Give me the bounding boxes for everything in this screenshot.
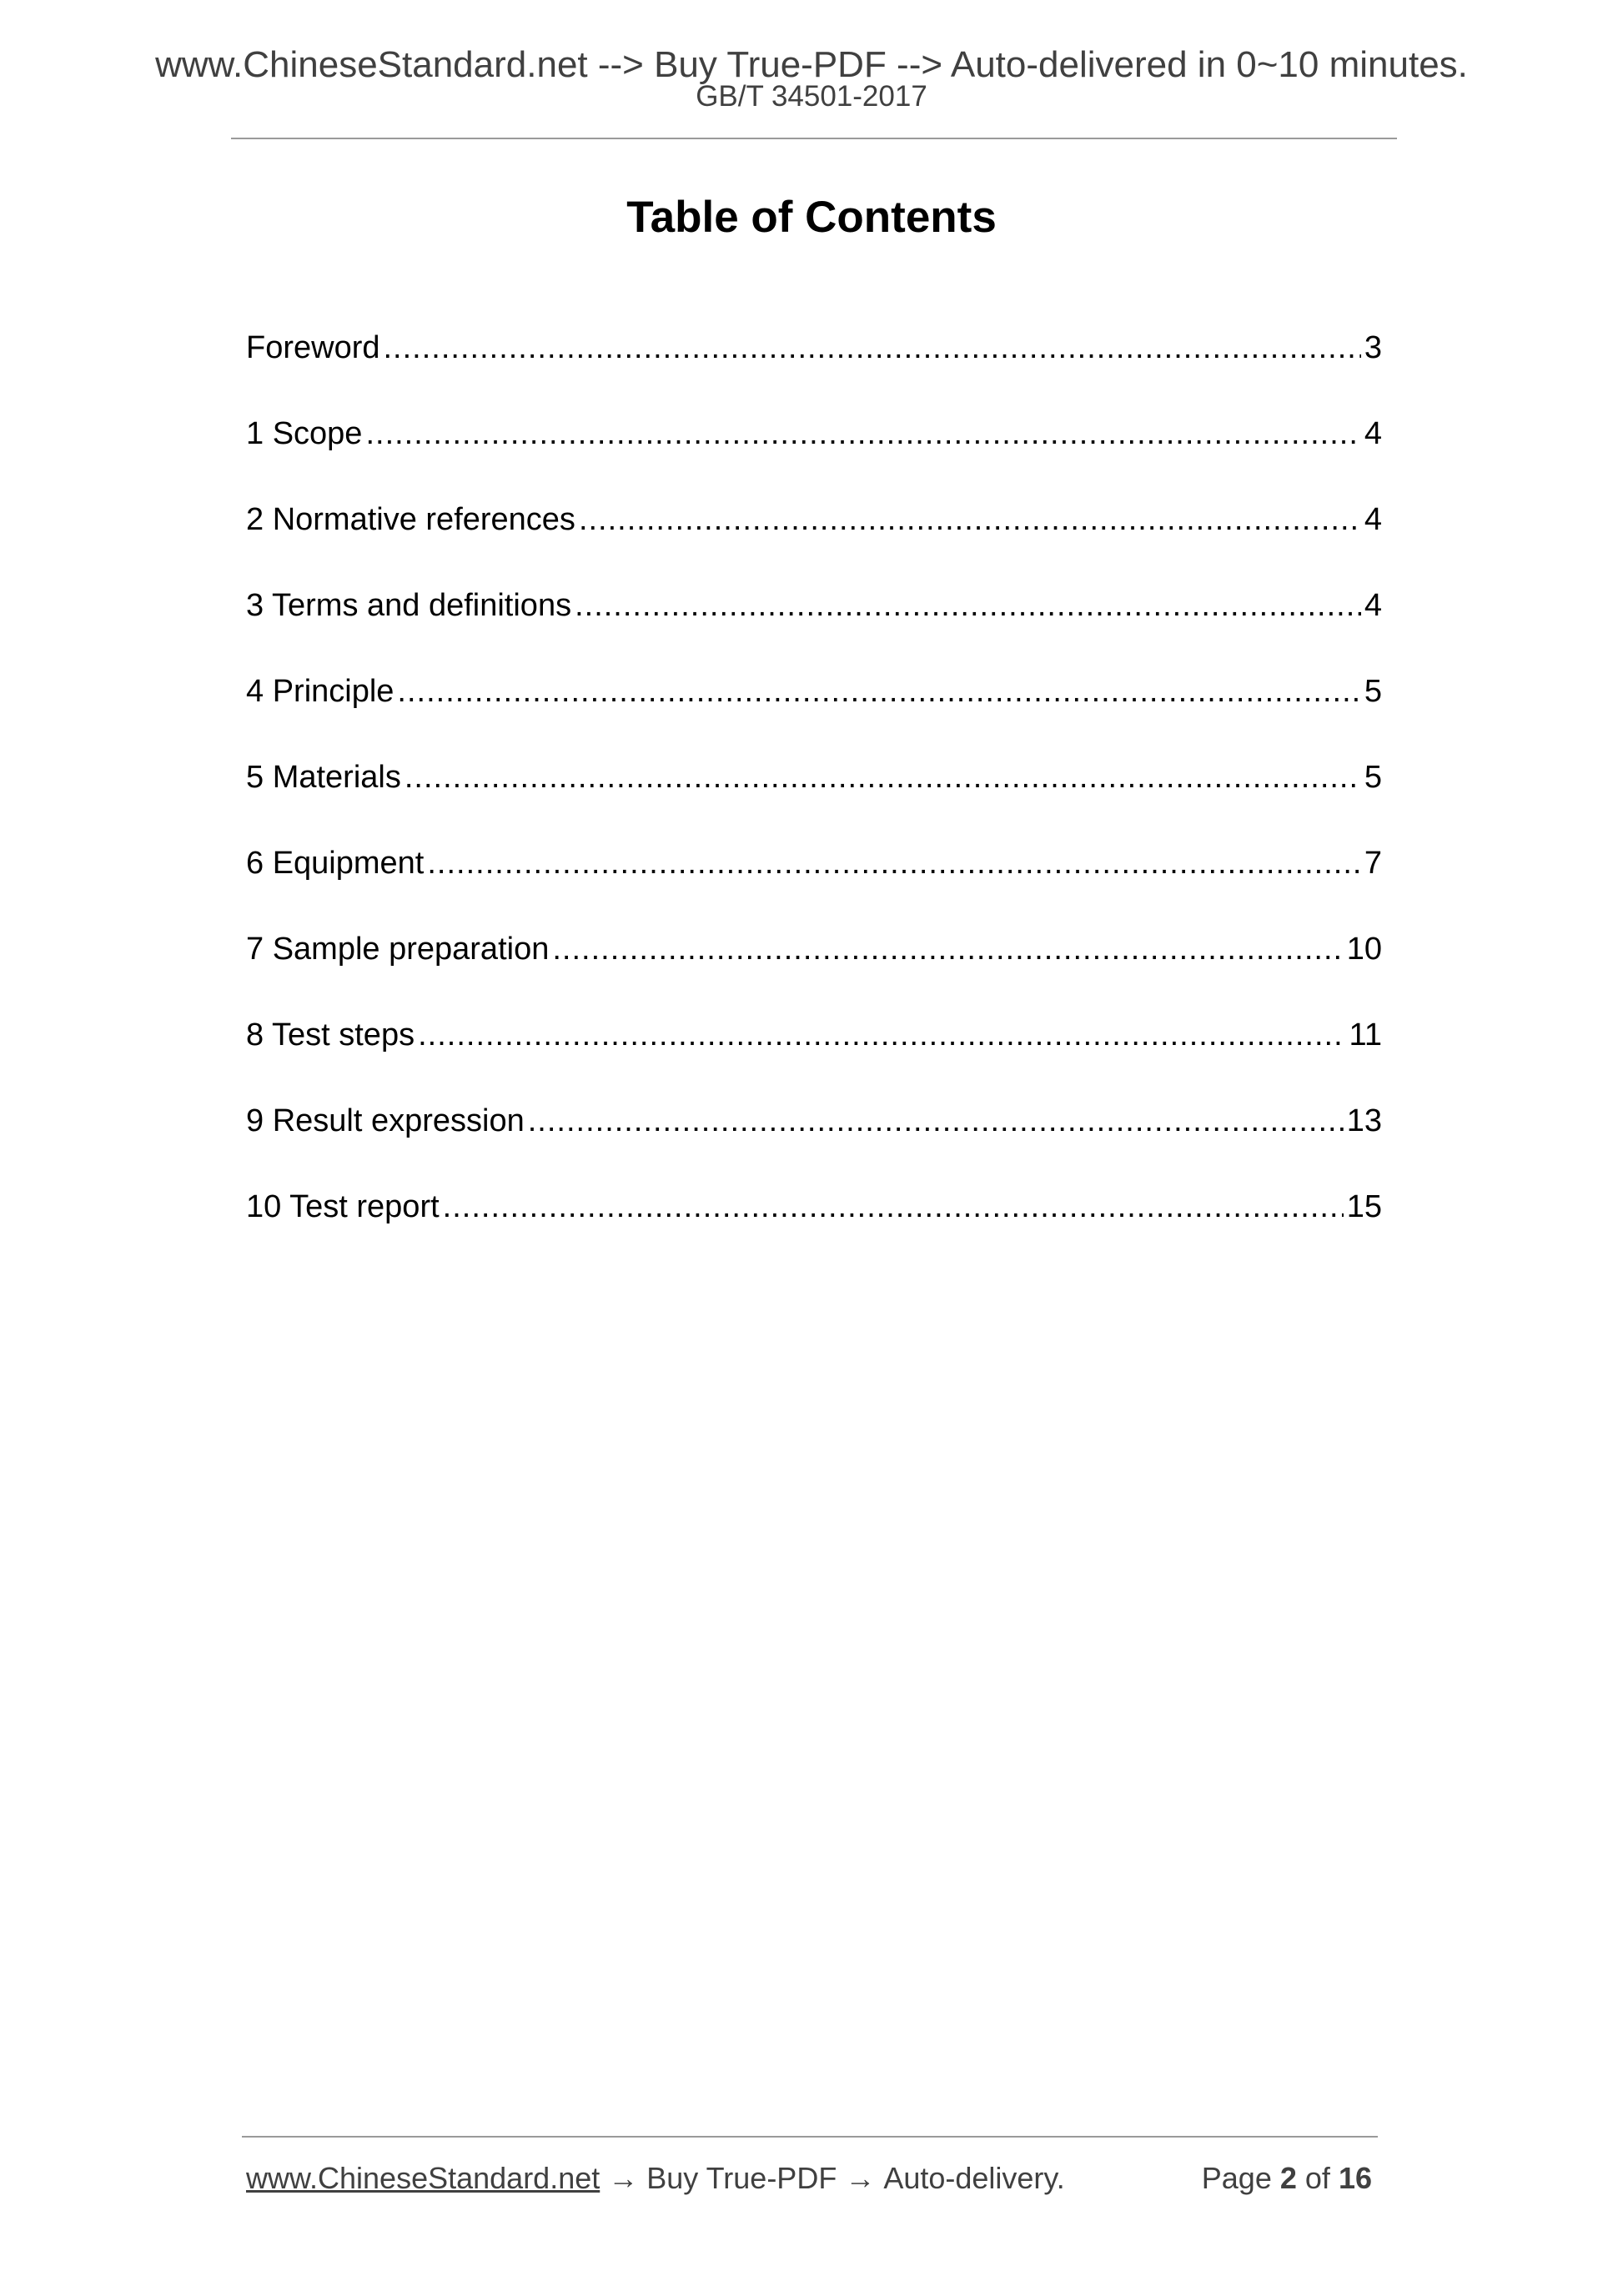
toc-entry-foreword[interactable] xyxy=(246,324,1382,409)
toc-entry-label: 1 Scope xyxy=(246,416,363,451)
current-page-number: 2 xyxy=(1279,2161,1297,2195)
dot-leader xyxy=(575,581,1361,630)
footer-divider xyxy=(242,2136,1378,2138)
page-footer xyxy=(246,2153,1382,2203)
toc-entry-scope[interactable] xyxy=(246,409,1382,495)
toc-entry-label: 5 Materials xyxy=(246,760,401,795)
toc-entry-normative-references[interactable] xyxy=(246,495,1382,581)
toc-entry-label: 2 Normative references xyxy=(246,502,575,537)
toc-entry-test-report[interactable] xyxy=(246,1183,1382,1269)
auto-delivery-text: Auto-delivery. xyxy=(883,2161,1065,2195)
toc-entry-label: 4 Principle xyxy=(246,674,394,709)
toc-entry-label: 7 Sample preparation xyxy=(246,932,550,967)
toc-entry-page: 4 xyxy=(1364,502,1382,537)
toc-entry-page: 5 xyxy=(1364,760,1382,795)
toc-entry-page: 10 xyxy=(1346,932,1382,967)
toc-entry-page: 15 xyxy=(1346,1189,1382,1224)
of-label: of xyxy=(1304,2161,1330,2195)
toc-entry-label: 8 Test steps xyxy=(246,1017,415,1053)
toc-entry-principle[interactable] xyxy=(246,667,1382,753)
toc-entry-page: 4 xyxy=(1364,416,1382,451)
page-label: Page xyxy=(1201,2161,1272,2195)
toc-entry-page: 3 xyxy=(1364,330,1382,365)
standard-code: GB/T 34501-2017 xyxy=(696,80,927,113)
toc-entry-label: 9 Result expression xyxy=(246,1103,525,1138)
toc-entry-label: 3 Terms and definitions xyxy=(246,588,572,623)
toc-entry-page: 4 xyxy=(1364,588,1382,623)
toc-entry-equipment[interactable] xyxy=(246,839,1382,925)
page-title: Table of Contents xyxy=(626,193,997,242)
toc-entry-label: Foreword xyxy=(246,330,380,365)
total-page-count: 16 xyxy=(1338,2161,1372,2195)
dot-leader xyxy=(397,667,1360,716)
buy-true-pdf-text: Buy True-PDF xyxy=(646,2161,837,2195)
toc-entry-terms-and-definitions[interactable] xyxy=(246,581,1382,667)
table-of-contents xyxy=(246,324,1382,1269)
toc-entry-label: 10 Test report xyxy=(246,1189,440,1224)
dot-leader xyxy=(443,1183,1344,1231)
top-banner: www.ChineseStandard.net --> Buy True-PDF --> Auto-delivered in 0~10 minutes. xyxy=(155,44,1468,85)
toc-entry-label: 6 Equipment xyxy=(246,846,425,881)
toc-entry-sample-preparation[interactable] xyxy=(246,925,1382,1011)
right-arrow-icon: → xyxy=(845,2161,876,2195)
header-divider xyxy=(231,138,1397,139)
dot-leader xyxy=(427,839,1360,887)
dot-leader xyxy=(579,495,1361,544)
toc-entry-page: 7 xyxy=(1364,846,1382,881)
dot-leader xyxy=(384,324,1361,372)
toc-entry-test-steps[interactable] xyxy=(246,1011,1382,1097)
dot-leader xyxy=(552,925,1343,973)
dot-leader xyxy=(418,1011,1345,1059)
dot-leader xyxy=(365,409,1360,458)
right-arrow-icon: → xyxy=(608,2161,639,2195)
toc-entry-page: 11 xyxy=(1349,1017,1382,1053)
footer-promo xyxy=(246,2153,1065,2203)
page-indicator xyxy=(1202,2153,1372,2203)
toc-entry-page: 13 xyxy=(1346,1103,1382,1138)
dot-leader xyxy=(528,1097,1344,1145)
dot-leader xyxy=(404,753,1361,801)
toc-entry-page: 5 xyxy=(1364,674,1382,709)
site-link[interactable]: www.ChineseStandard.net xyxy=(246,2161,600,2195)
toc-entry-result-expression[interactable] xyxy=(246,1097,1382,1183)
toc-entry-materials[interactable] xyxy=(246,753,1382,839)
